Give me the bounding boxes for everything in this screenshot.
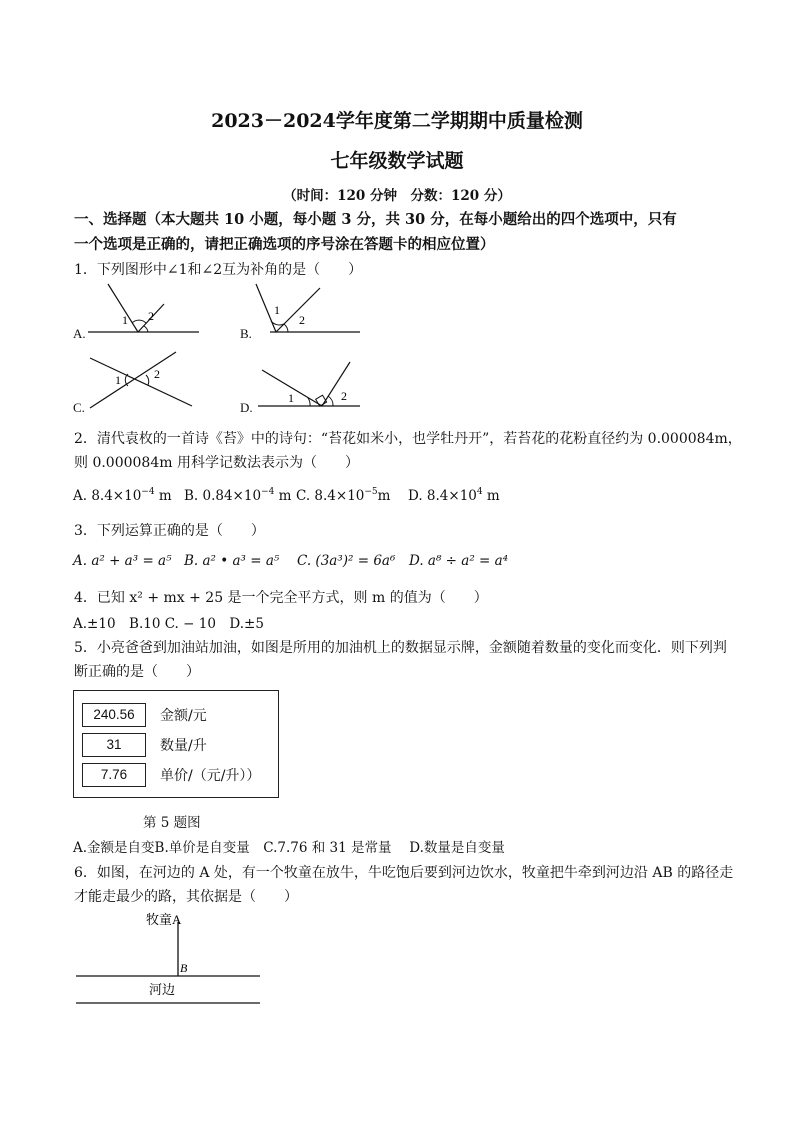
q1-option-a-label: A. <box>73 326 86 341</box>
q1-option-c-label: C. <box>73 400 85 415</box>
q1-figure-a-angle2: 2 <box>148 309 154 323</box>
unit-price-label: 单价/（元/升）） <box>160 768 261 784</box>
q3-option-b: B. a² • a³ = a⁵ <box>184 553 280 569</box>
quantity-label: 数量/升 <box>160 738 207 754</box>
q2-option-c: C. $8.4\times 10^{-5}m$ <box>296 487 391 504</box>
q2-option-a: A. $8.4\times 10^{-4}$ m <box>73 487 172 504</box>
q5-figure-caption: 第 5 题图 <box>143 815 201 831</box>
exam-title: 2023－2024学年度第二学期期中质量检测 <box>211 110 583 132</box>
section-instructions-line2: 一个选项是正确的，请把正确选项的序号涂在答题卡的相应位置） <box>74 236 495 253</box>
q6-river-figure <box>74 908 264 1008</box>
question-2-line2: 则 0.000084m 用科学记数法表示为（ ） <box>74 455 359 471</box>
q1-figure-b <box>252 282 362 334</box>
q6-label-a: 牧童A <box>146 912 182 927</box>
unit-price-value: 7.76 <box>82 763 146 787</box>
question-3-text: 3．下列运算正确的是（ ） <box>74 523 265 539</box>
q1-figure-b-angle1: 1 <box>274 303 280 317</box>
exam-meta: （时间：120 分钟 分数：120 分） <box>283 188 511 204</box>
q1-figure-c <box>86 350 196 410</box>
question-1-text: 1．下列图形中∠1和∠2互为补角的是（ ） <box>74 262 363 278</box>
exam-subtitle: 七年级数学试题 <box>330 150 464 172</box>
question-6-line1: 6．如图，在河边的 A 处，有一个牧童在放牛，牛吃饱后要到河边饮水，牧童把牛牵到河边沿 AB 的路径走 <box>74 865 734 881</box>
q1-figure-b-angle2: 2 <box>299 313 305 327</box>
q2-option-b: B. $0.84\times 10^{-4}$ m <box>184 487 292 504</box>
fuel-display-panel <box>73 690 279 798</box>
question-6-line2: 才能走最少的路，其依据是（ ） <box>74 889 298 905</box>
q2-option-d: D. $8.4\times 10^4$ m <box>408 487 500 504</box>
q3-option-d: D. a⁸ ÷ a² = a⁴ <box>409 553 509 569</box>
amount-label: 金额/元 <box>160 708 207 724</box>
q1-figure-a <box>86 282 201 334</box>
q5-options: A.金额是自变B.单价是自变量 C.7.76 和 31 是常量 D.数量是自变量 <box>73 840 505 856</box>
q3-option-c: C. (3a³)² = 6a⁶ <box>297 553 396 569</box>
q3-option-a: A. a² + a³ = a⁵ <box>73 553 172 569</box>
q1-figure-c-angle2: 2 <box>154 367 160 381</box>
q1-figure-c-angle1: 1 <box>115 373 121 387</box>
q4-options: A.±10 B.10 C. − 10 D.±5 <box>73 616 264 632</box>
q1-figure-a-angle1: 1 <box>122 313 128 327</box>
question-4-text: 4．已知 x² + mx + 25 是一个完全平方式，则 m 的值为（ ） <box>74 590 488 606</box>
q1-figure-d-angle1: 1 <box>288 391 294 405</box>
q6-label-river: 河边 <box>149 982 176 997</box>
q1-option-d-label: D. <box>240 400 253 415</box>
q1-option-b-label: B. <box>240 326 252 341</box>
q1-figure-d <box>256 358 362 410</box>
q6-label-b: B <box>180 961 188 975</box>
question-2-line1: 2．清代袁枚的一首诗《苔》中的诗句：“苔花如米小，也学牡丹开”，若苔花的花粉直径约为 0.000084m， <box>74 431 742 447</box>
amount-value: 240.56 <box>82 703 146 727</box>
section-instructions-line1: 一、选择题（本大题共 10 小题，每小题 3 分，共 30 分，在每小题给出的四个选项中，只有 <box>74 211 677 228</box>
question-5-line1: 5．小亮爸爸到加油站加油，如图是所用的加油机上的数据显示牌，金额随着数量的变化而变化．则下列判 <box>74 640 727 656</box>
question-5-line2: 断正确的是（ ） <box>74 664 200 680</box>
q1-figure-d-angle2: 2 <box>341 389 347 403</box>
quantity-value: 31 <box>82 733 146 757</box>
